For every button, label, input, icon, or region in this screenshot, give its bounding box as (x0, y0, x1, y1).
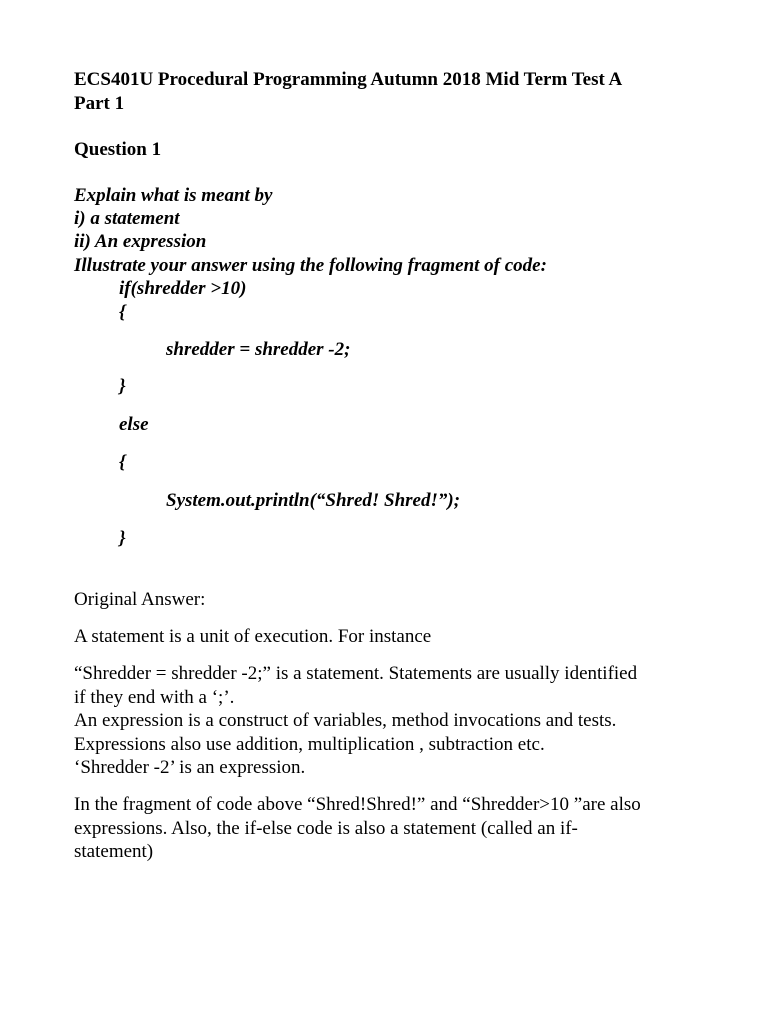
question-prompt-line: ii) An expression (74, 231, 207, 252)
code-line: } (119, 376, 126, 397)
answer-paragraph-line: if they end with a ‘;’. (74, 687, 235, 708)
question-prompt-line: Explain what is meant by (74, 185, 273, 206)
answer-paragraph-line: expressions. Also, the if-else code is also a statement (called an if- (74, 818, 578, 839)
code-line: shredder = shredder -2; (166, 339, 351, 360)
code-line: System.out.println(“Shred! Shred!”); (166, 490, 461, 511)
answer-paragraph-line: “Shredder = shredder -2;” is a statement. Statements are usually identified (74, 663, 638, 684)
answer-paragraph-line: In the fragment of code above “Shred!Shred!” and “Shredder>10 ”are also (74, 794, 641, 815)
code-line: else (119, 414, 149, 435)
code-line: if(shredder >10) (119, 278, 247, 299)
question-prompt-line: i) a statement (74, 208, 180, 229)
answer-paragraph-line: ‘Shredder -2’ is an expression. (74, 757, 306, 778)
answer-paragraph-line: statement) (74, 841, 154, 862)
answer-paragraph-line: A statement is a unit of execution. For instance (74, 626, 432, 647)
answer-paragraph-line: Expressions also use addition, multiplication , subtraction etc. (74, 734, 545, 755)
code-line: { (119, 302, 126, 323)
question-heading: Question 1 (74, 139, 162, 160)
code-line: } (119, 528, 126, 549)
answer-paragraph-line: An expression is a construct of variables, method invocations and tests. (74, 710, 617, 731)
doc-title-line-2: Part 1 (74, 93, 125, 114)
question-prompt-line: Illustrate your answer using the following fragment of code: (74, 255, 547, 276)
code-line: { (119, 452, 126, 473)
answer-label: Original Answer: (74, 589, 206, 610)
doc-title-line-1: ECS401U Procedural Programming Autumn 2018 Mid Term Test A (74, 69, 623, 90)
